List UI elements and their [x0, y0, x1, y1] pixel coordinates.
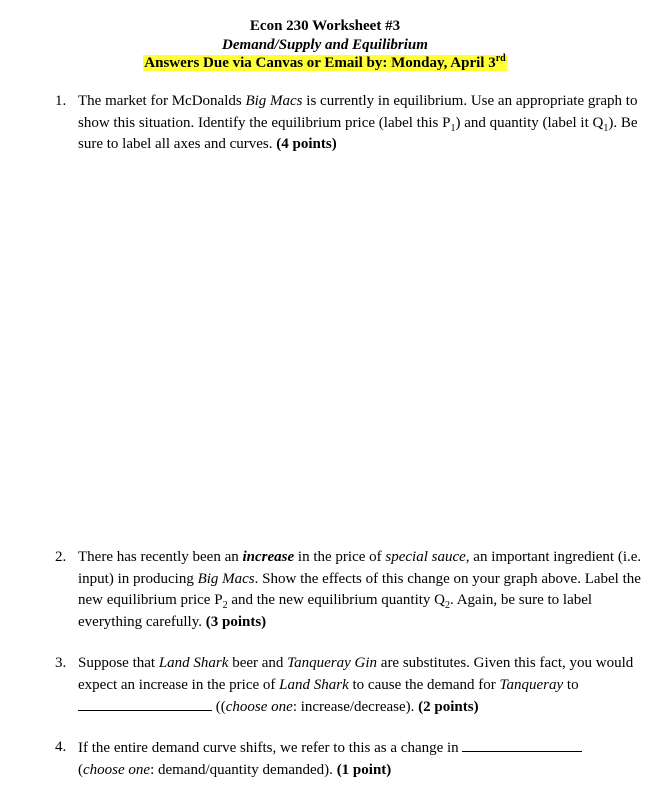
answer-blank[interactable] — [462, 737, 582, 752]
text-run: There has recently been an — [78, 549, 243, 565]
text-run: If the entire demand curve shifts, we refer to this as a change in — [78, 740, 463, 756]
due-date-banner — [0, 54, 650, 73]
points-label: (3 points) — [205, 613, 267, 630]
question-number: 1. — [55, 93, 67, 109]
italic-run: Land Shark — [158, 655, 229, 671]
italic-run: special sauce — [385, 549, 466, 565]
text-run: is currently in equilibrium. Use an appropriate graph to show this situation. Identify the equilibrium price (label this P — [78, 93, 638, 131]
text-run: Suppose that — [78, 655, 159, 671]
question-number: 4. — [55, 739, 67, 755]
text-run: , an important ingredient (i.e. input) in producing — [78, 549, 642, 587]
question-text — [78, 653, 645, 719]
question-number: 3. — [55, 655, 67, 671]
text-run: The market for McDonalds — [78, 93, 246, 109]
text-run: ) and quantity (label it Q — [455, 114, 604, 131]
text-run: and the new equilibrium quantity Q — [227, 592, 446, 608]
text-run: ( — [78, 761, 83, 778]
points-label: (1 point) — [336, 761, 392, 778]
question-text — [78, 737, 645, 781]
text-run: to cause the demand for — [348, 676, 500, 693]
question-4 — [55, 737, 645, 781]
answer-blank[interactable] — [78, 696, 212, 711]
text-run: : demand/quantity demanded). — [150, 761, 337, 778]
italic-run: Big Macs — [245, 93, 303, 109]
question-number: 2. — [55, 549, 67, 565]
subscript: 2 — [222, 600, 228, 611]
italic-run: Big Macs — [197, 570, 255, 587]
text-run: in the price of — [294, 549, 386, 565]
subscript: 2 — [445, 600, 451, 611]
due-date-text: Answers Due via Canvas or Email by: Monday, April 3 — [144, 55, 496, 71]
worksheet-subtitle: Demand/Supply and Equilibrium — [222, 37, 428, 53]
italic-run: Tanqueray Gin — [287, 655, 378, 671]
subscript: 1 — [450, 122, 456, 134]
text-run: are substitutes. Given this fact, you would expect an increase in the price of — [78, 655, 634, 693]
points-label: (2 points) — [418, 699, 479, 715]
question-text — [78, 91, 645, 156]
question-2 — [55, 547, 645, 633]
text-run: beer and — [228, 655, 288, 671]
bold-italic-run: increase — [242, 549, 295, 565]
question-3 — [55, 653, 645, 719]
question-1 — [55, 91, 645, 156]
italic-run: Tanqueray — [499, 676, 564, 693]
subscript: 1 — [603, 122, 609, 134]
points-label: (4 points) — [276, 136, 337, 152]
text-run: : increase/decrease). — [292, 699, 419, 715]
text-run: . Again, be sure to label everything carefully. — [78, 592, 593, 630]
due-date-highlight — [143, 55, 506, 71]
italic-run: choose one — [83, 761, 151, 778]
worksheet-title: Econ 230 Worksheet #3 — [249, 18, 401, 34]
due-date-ordinal: rd — [495, 53, 506, 64]
text-run: (( — [212, 699, 226, 715]
italic-run: Land Shark — [279, 676, 349, 693]
text-run: . Show the effects of this change on your graph above. Label the new equilibrium price P — [78, 570, 641, 608]
question-text — [78, 547, 645, 633]
italic-run: choose one — [225, 699, 293, 715]
text-run: to — [563, 676, 579, 693]
text-run: ). Be sure to label all axes and curves. — [78, 114, 638, 152]
